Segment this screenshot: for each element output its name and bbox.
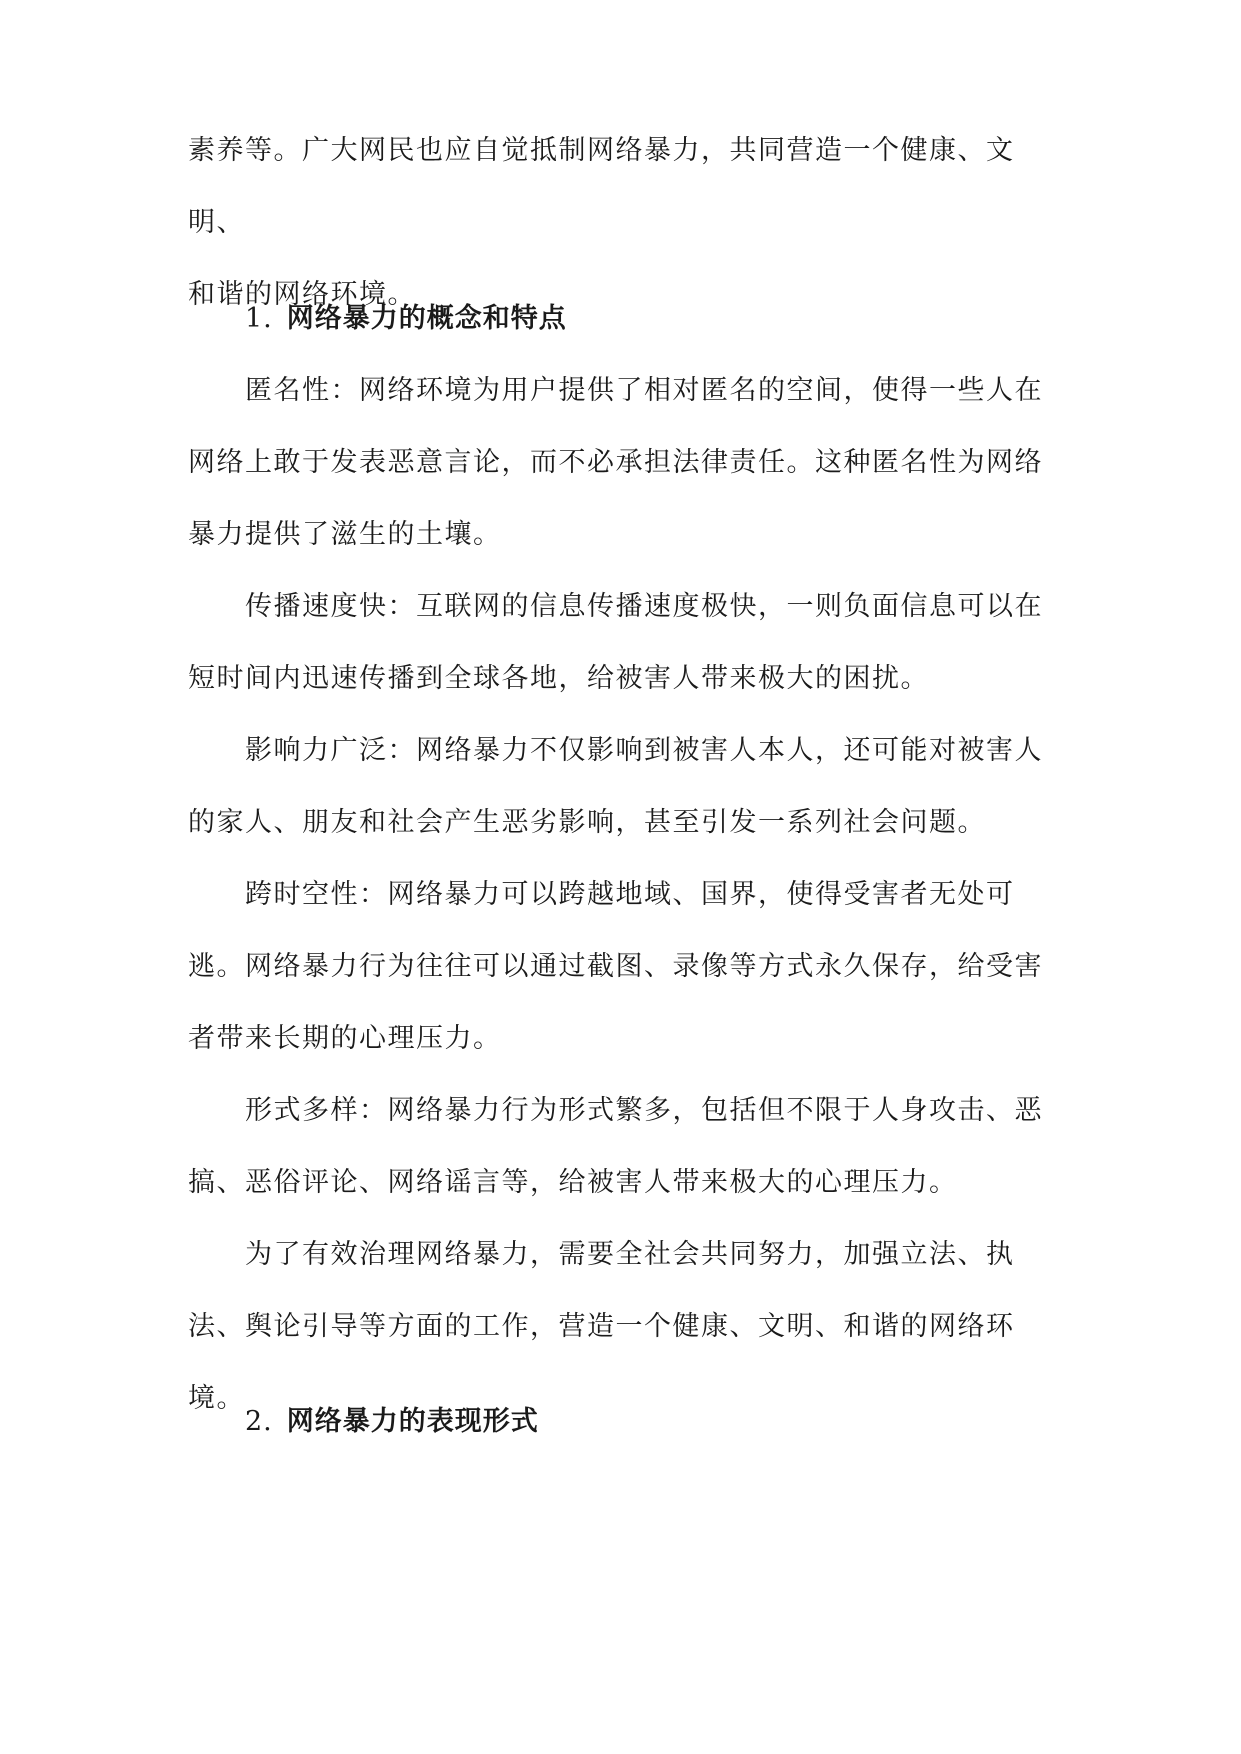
paragraph-spread-speed: 传播速度快：互联网的信息传播速度极快，一则负面信息可以在短时间内迅速传播到全球各地，给被害人带来极大的困扰。 <box>188 591 1043 694</box>
section-1-title: 网络暴力的概念和特点 <box>286 303 567 334</box>
section-2-heading <box>245 1386 539 1458</box>
section-1-heading <box>245 283 567 355</box>
section-1-number: 1. <box>245 303 273 334</box>
paragraph-various-forms: 形式多样：网络暴力行为形式繁多，包括但不限于人身攻击、恶搞、恶俗评论、网络谣言等，给被害人带来极大的心理压力。 <box>188 1095 1043 1198</box>
paragraph-governance: 为了有效治理网络暴力，需要全社会共同努力，加强立法、执法、舆论引导等方面的工作，营造一个健康、文明、和谐的网络环境。 <box>188 1239 1015 1414</box>
section-2-number: 2. <box>245 1406 273 1437</box>
paragraph-cross-time-space: 跨时空性：网络暴力可以跨越地域、国界，使得受害者无处可逃。网络暴力行为往往可以通过截图、录像等方式永久保存，给受害者带来长期的心理压力。 <box>188 879 1043 1054</box>
intro-line-2: 和谐的网络环境。 <box>188 279 416 310</box>
paragraph-influence: 影响力广泛：网络暴力不仅影响到被害人本人，还可能对被害人的家人、朋友和社会产生恶劣影响，甚至引发一系列社会问题。 <box>188 735 1043 838</box>
section-2-title: 网络暴力的表现形式 <box>286 1406 539 1437</box>
paragraph-anonymity: 匿名性：网络环境为用户提供了相对匿名的空间，使得一些人在网络上敢于发表恶意言论，而不必承担法律责任。这种匿名性为网络暴力提供了滋生的土壤。 <box>188 375 1043 550</box>
intro-line-1: 素养等。广大网民也应自觉抵制网络暴力，共同营造一个健康、文明、 <box>188 135 1015 238</box>
